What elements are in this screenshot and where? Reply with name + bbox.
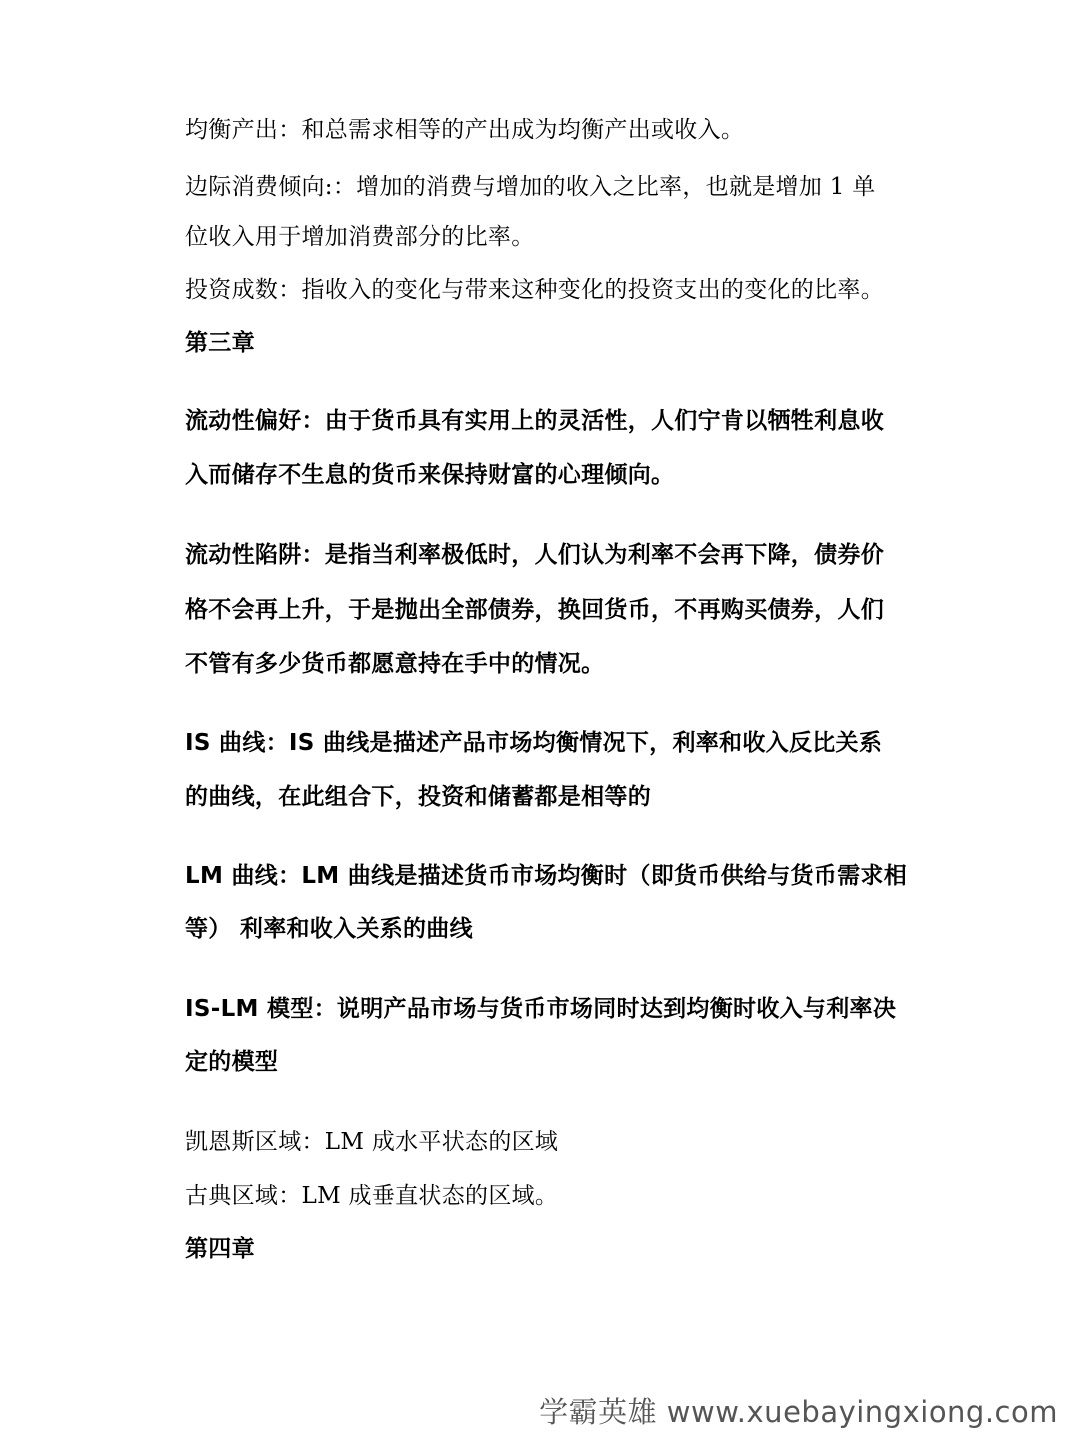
chapter-3-heading: 第三章 xyxy=(185,330,255,356)
definition-liquidity-trap-line-1: 流动性陷阱：是指当利率极低时，人们认为利率不会再下降，债券价 xyxy=(185,542,884,568)
definition-liquidity-preference-line-1: 流动性偏好：由于货币具有实用上的灵活性，人们宁肯以牺牲利息收 xyxy=(185,408,884,434)
definition-is-lm-model-line-2: 定的模型 xyxy=(185,1049,279,1075)
definition-is-lm-model-line-1: IS-LM 模型：说明产品市场与货币市场同时达到均衡时收入与利率决 xyxy=(185,996,897,1022)
definition-lm-curve-line-2: 等） 利率和收入关系的曲线 xyxy=(185,916,473,942)
definition-is-curve-line-2: 的曲线，在此组合下，投资和储蓄都是相等的 xyxy=(185,784,651,810)
definition-equilibrium-output: 均衡产出：和总需求相等的产出成为均衡产出或收入。 xyxy=(185,117,745,143)
chapter-4-heading: 第四章 xyxy=(185,1236,255,1262)
definition-lm-curve-line-1: LM 曲线：LM 曲线是描述货币市场均衡时（即货币供给与货币需求相 xyxy=(185,863,908,889)
definition-is-curve-line-1: IS 曲线：IS 曲线是描述产品市场均衡情况下，利率和收入反比关系 xyxy=(185,730,883,756)
definition-mpc-line-2: 位收入用于增加消费部分的比率。 xyxy=(185,224,535,250)
definition-keynesian-range: 凯恩斯区域：LM 成水平状态的区域 xyxy=(185,1129,559,1155)
definition-investment-multiplier: 投资成数：指收入的变化与带来这种变化的投资支出的变化的比率。 xyxy=(185,277,884,303)
definition-liquidity-trap-line-2: 格不会再上升，于是抛出全部债券，换回货币，不再购买债券，人们 xyxy=(185,597,884,623)
watermark: 学霸英雄 www.xuebayingxiong.com xyxy=(539,1395,1058,1429)
definition-liquidity-trap-line-3: 不管有多少货币都愿意持在手中的情况。 xyxy=(185,651,605,677)
definition-classical-range: 古典区域：LM 成垂直状态的区域。 xyxy=(185,1183,559,1209)
definition-liquidity-preference-line-2: 入而储存不生息的货币来保持财富的心理倾向。 xyxy=(185,462,675,488)
definition-mpc-line-1: 边际消费倾向:：增加的消费与增加的收入之比率，也就是增加 1 单 xyxy=(185,174,876,200)
